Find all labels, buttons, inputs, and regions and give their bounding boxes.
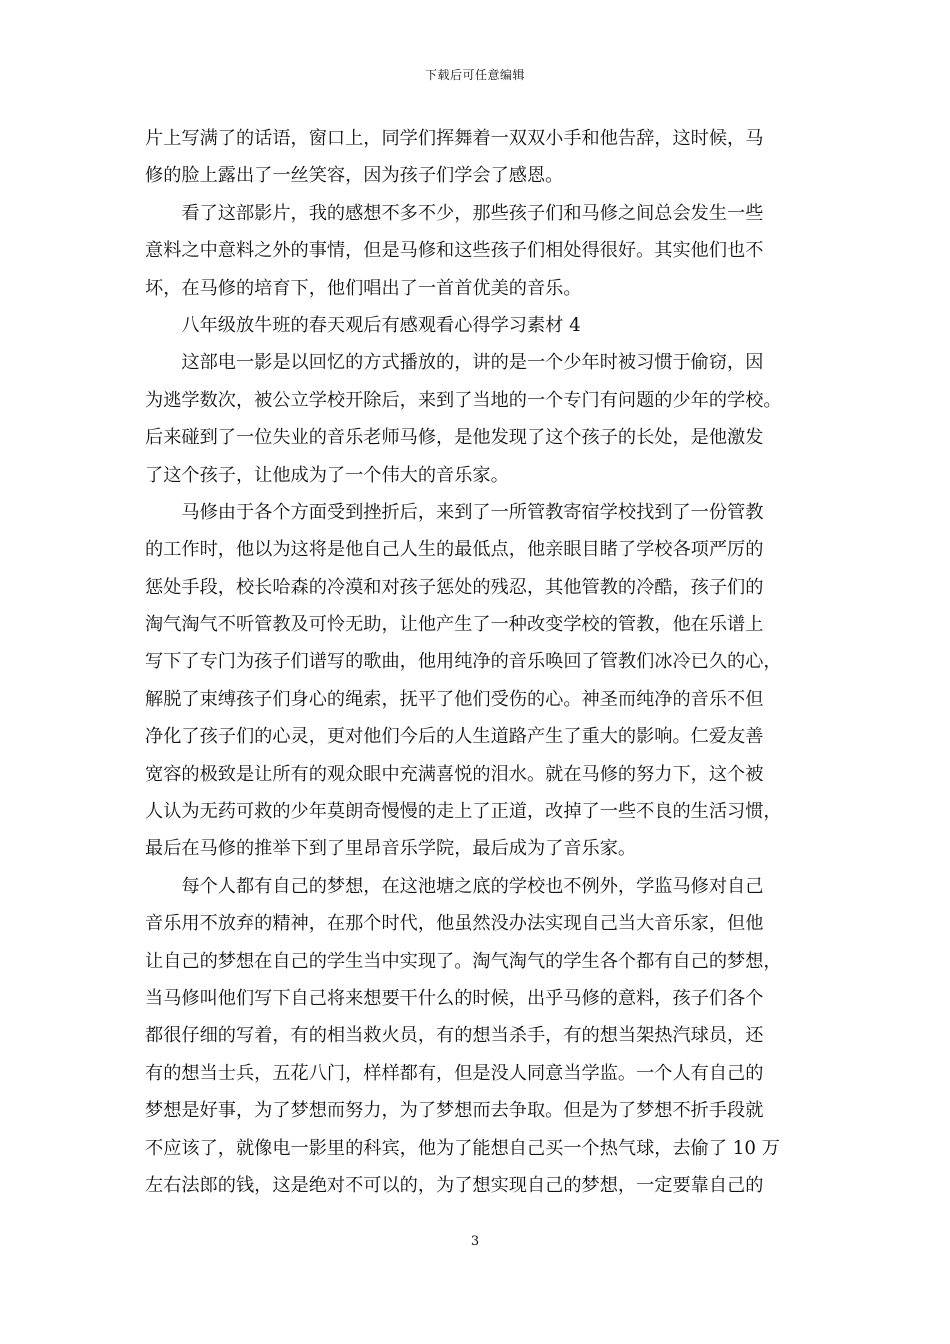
text-line: 惩处手段，校长哈森的冷漠和对孩子惩处的残忍，其他管教的冷酷，孩子们的 [145, 576, 764, 598]
text-line: 人认为无药可救的少年莫朗奇慢慢的走上了正道，改掉了一些不良的生活习惯， [145, 801, 782, 823]
text-line: 看了这部影片，我的感想不多不少，那些孩子们和马修之间总会发生一些 [145, 202, 764, 224]
page-number: 3 [470, 1234, 480, 1249]
page-header: 下载后可任意编辑 [424, 68, 525, 82]
text-line: 为逃学数次，被公立学校开除后，来到了当地的一个专门有问题的少年的学校。 [145, 389, 782, 411]
text-line: 宽容的极致是让所有的观众眼中充满喜悦的泪水。就在马修的努力下，这个被 [145, 763, 764, 785]
text-line: 了这个孩子，让他成为了一个伟大的音乐家。 [145, 464, 509, 486]
text-line: 不应该了，就像电一影里的科宾，他为了能想自己买一个热气球，去偷了 10 万 [145, 1137, 780, 1159]
text-line: 解脱了束缚孩子们身心的绳索，抚平了他们受伤的心。神圣而纯净的音乐不但 [145, 688, 764, 710]
section-heading: 八年级放牛班的春天观后有感观看心得学习素材 4 [145, 314, 581, 336]
text-line: 梦想是好事，为了梦想而努力，为了梦想而去争取。但是为了梦想不折手段就 [145, 1100, 764, 1122]
text-line: 淘气淘气不听管教及可怜无助，让他产生了一种改变学校的管教，他在乐谱上 [145, 614, 764, 636]
text-line: 当马修叫他们写下自己将来想要干什么的时候，出乎马修的意料，孩子们各个 [145, 987, 764, 1009]
text-line: 最后在马修的推举下到了里昂音乐学院，最后成为了音乐家。 [145, 838, 637, 860]
text-line: 左右法郎的钱，这是绝对不可以的，为了想实现自己的梦想，一定要靠自己的 [145, 1174, 764, 1196]
text-line: 每个人都有自己的梦想，在这池塘之底的学校也不例外，学监马修对自己 [145, 875, 764, 897]
text-line: 意料之中意料之外的事情，但是马修和这些孩子们相处得很好。其实他们也不 [145, 240, 764, 262]
text-line: 片上写满了的话语，窗口上，同学们挥舞着一双双小手和他告辞，这时候，马 [145, 128, 764, 149]
text-line: 都很仔细的写着，有的相当救火员，有的想当杀手，有的想当架热汽球员，还 [145, 1025, 764, 1047]
text-line: 修的脸上露出了一丝笑容，因为孩子们学会了感恩。 [145, 165, 564, 187]
text-line: 的工作时，他以为这将是他自己人生的最低点，他亲眼目睹了学校各项严厉的 [145, 539, 764, 561]
text-line: 音乐用不放弃的精神，在那个时代，他虽然没办法实现自己当大音乐家，但他 [145, 913, 764, 935]
text-line: 马修由于各个方面受到挫折后，来到了一所管教寄宿学校找到了一份管教 [145, 501, 764, 523]
text-line: 坏，在马修的培育下，他们唱出了一首首优美的音乐。 [145, 277, 582, 299]
text-line: 后来碰到了一位失业的音乐老师马修，是他发现了这个孩子的长处，是他激发 [145, 427, 764, 449]
text-line: 写下了专门为孩子们谱写的歌曲，他用纯净的音乐唤回了管教们冰冷已久的心， [145, 651, 782, 673]
text-line: 净化了孩子们的心灵，更对他们今后的人生道路产生了重大的影响。仁爱友善 [145, 726, 764, 748]
document-body [145, 120, 810, 1204]
text-line: 有的想当士兵，五花八门，样样都有，但是没人同意当学监。一个人有自己的 [145, 1062, 764, 1084]
text-line: 这部电一影是以回忆的方式播放的，讲的是一个少年时被习惯于偷窃，因 [145, 352, 764, 374]
text-line: 让自己的梦想在自己的学生当中实现了。淘气淘气的学生各个都有自己的梦想， [145, 950, 782, 972]
